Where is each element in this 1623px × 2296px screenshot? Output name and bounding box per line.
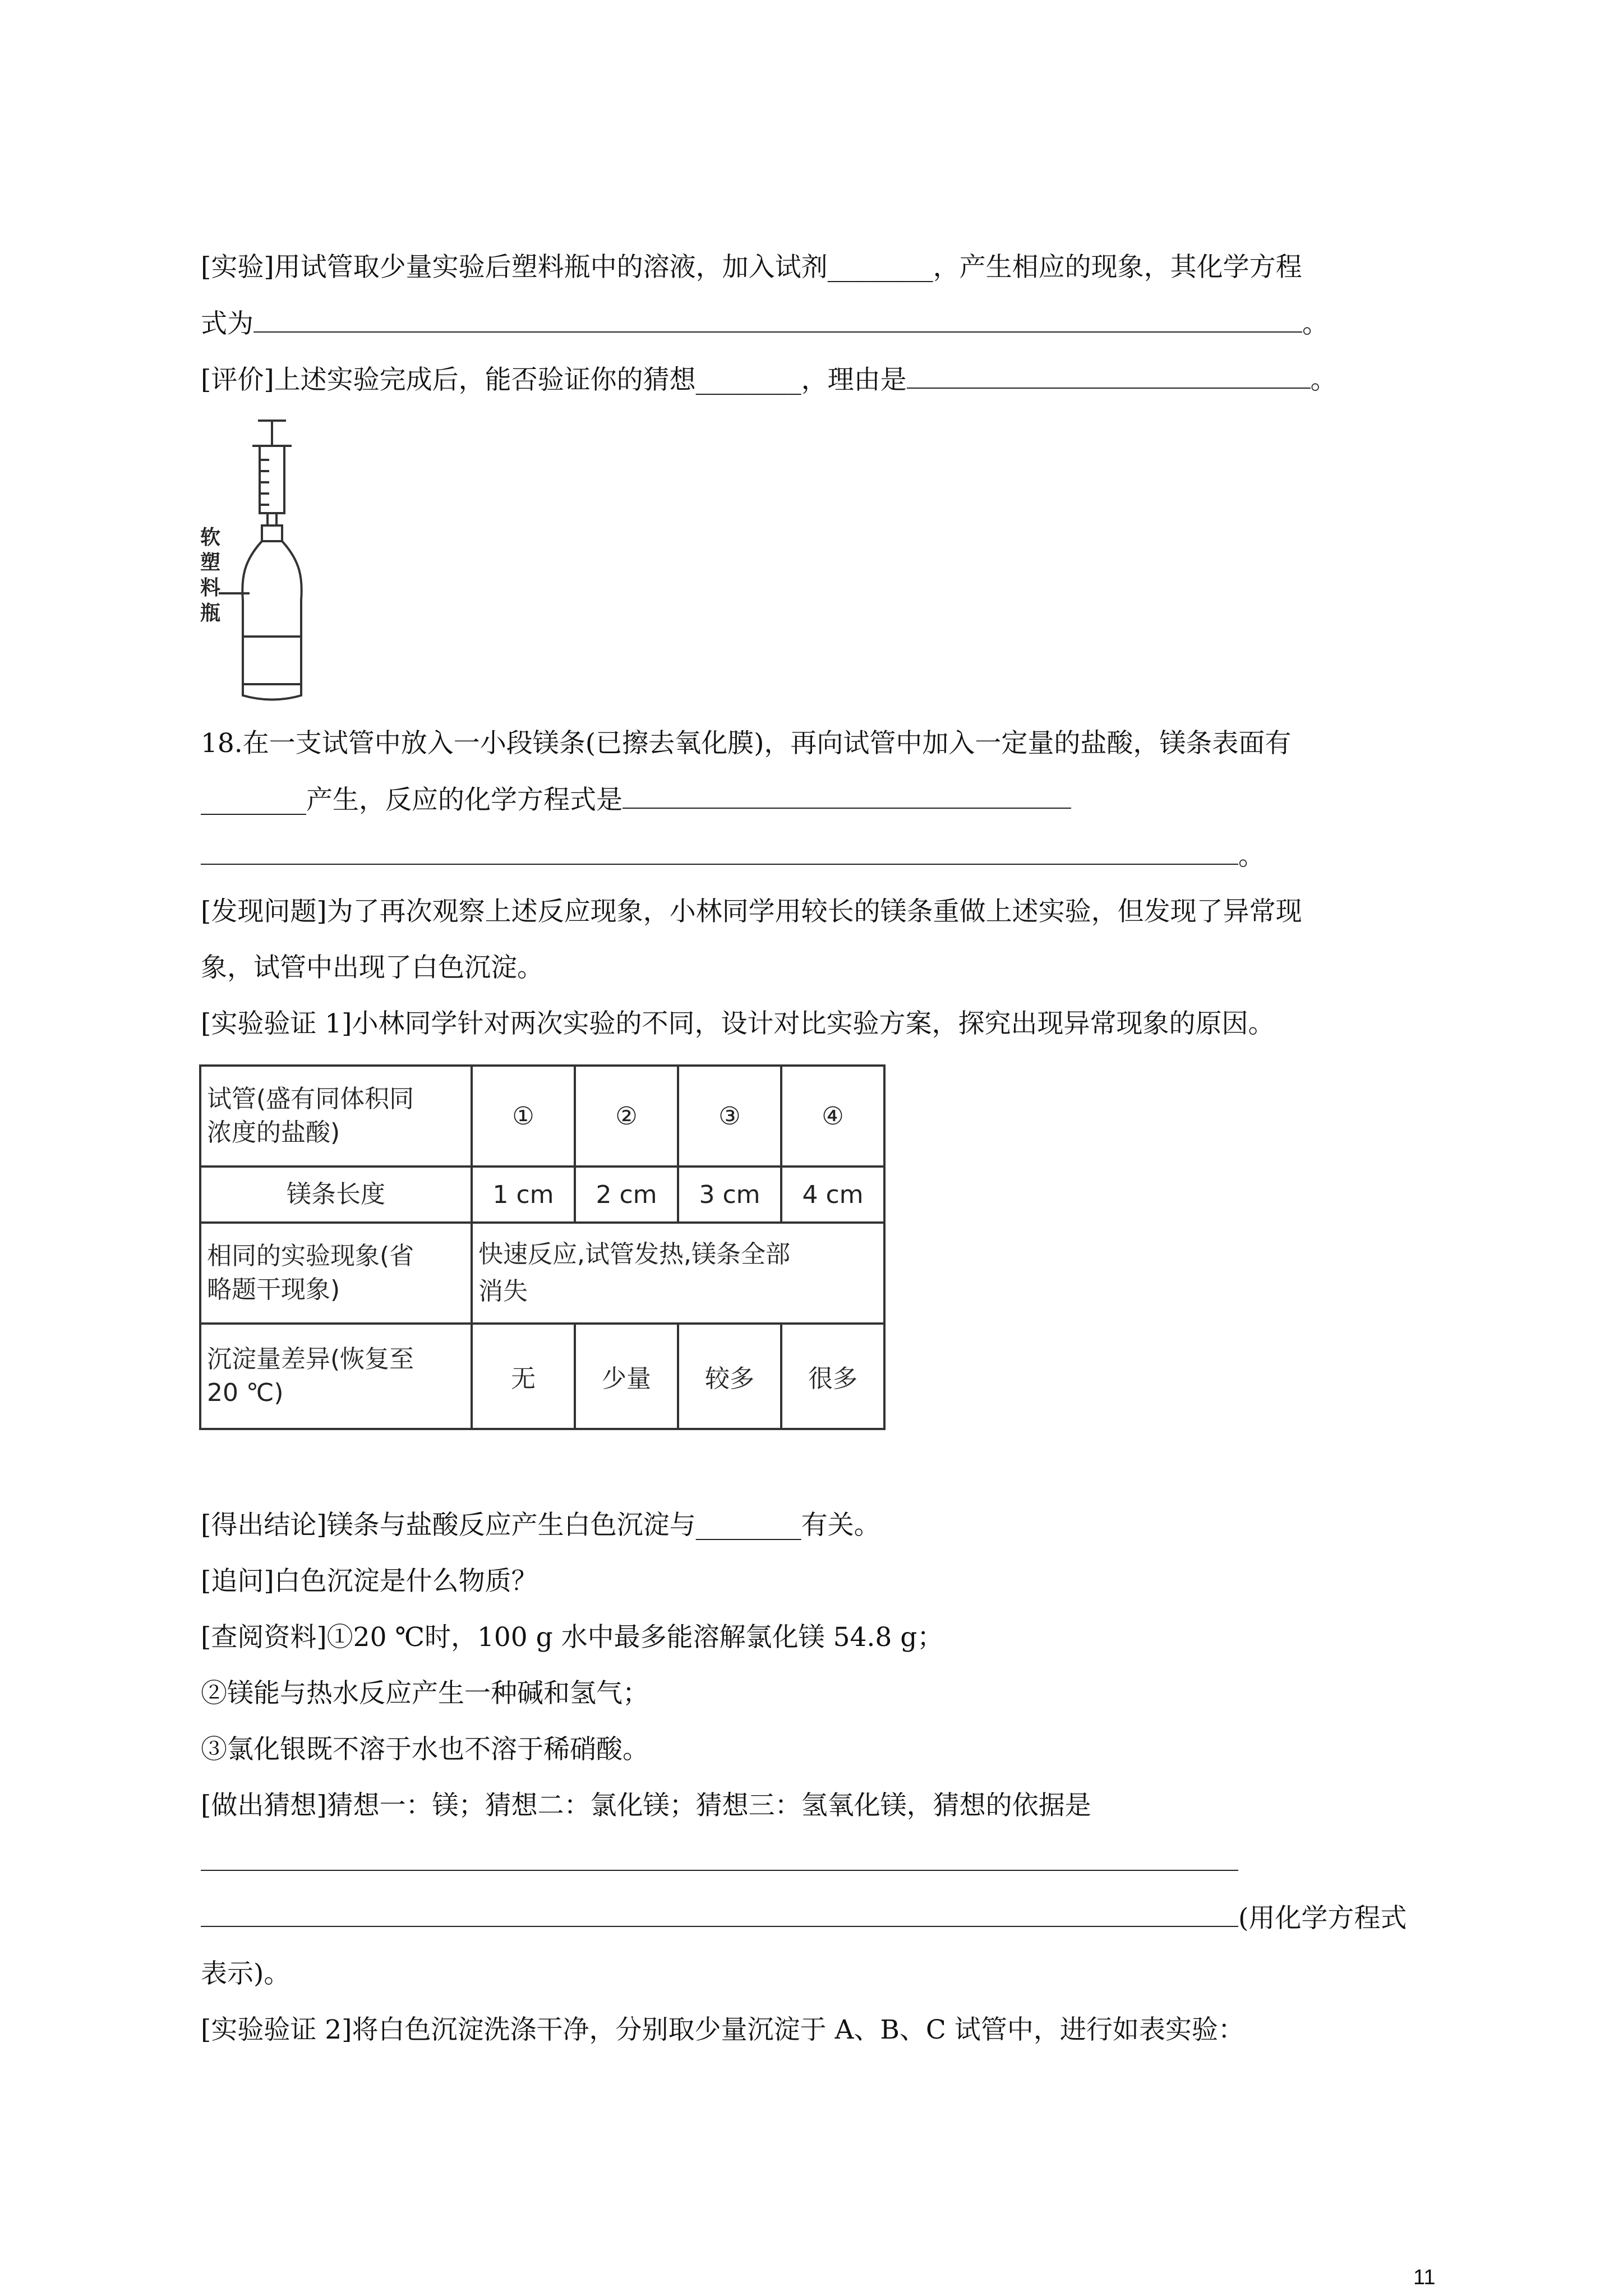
amount-cell: 很多 [781, 1324, 884, 1429]
figure-label-char: 瓶 [200, 602, 221, 625]
text-line: [实验验证 1]小林同学针对两次实验的不同，设计对比实验方案，探究出现异常现象的原因。 [201, 1008, 1275, 1039]
text-span: (用化学方程式 [1238, 1903, 1407, 1934]
answer-blank[interactable] [907, 363, 1311, 389]
text-line: [实验]用试管取少量实验后塑料瓶中的溶液，加入试剂________，产生相应的现象，其化学方程 [201, 252, 1302, 283]
answer-blank[interactable] [201, 1901, 1238, 1927]
answer-blank[interactable] [201, 839, 1238, 865]
cell-text: 20 ℃) [207, 1378, 284, 1407]
table-row [200, 1324, 884, 1429]
text-line: [发现问题]为了再次观察上述反应现象，小林同学用较长的镁条重做上述实验，但发现了异常现 [201, 896, 1302, 927]
text-line [201, 1845, 1238, 1879]
text-line: [得出结论]镁条与盐酸反应产生白色沉淀与________有关。 [201, 1510, 880, 1541]
answer-blank[interactable] [623, 783, 1071, 809]
observation-cell [472, 1223, 884, 1324]
text-line: [实验验证 2]将白色沉淀洗涤干净，分别取少量沉淀于 A、B、C 试管中，进行如表实验： [201, 2014, 1244, 2045]
text-line [201, 363, 1337, 397]
length-cell: 4 cm [781, 1167, 884, 1223]
text-line: [追问]白色沉淀是什么物质？ [201, 1566, 538, 1597]
text-line: [做出猜想]猜想一：镁；猜想二：氯化镁；猜想三：氢氧化镁，猜想的依据是 [201, 1790, 1091, 1821]
text-line [201, 783, 1071, 817]
text-line [201, 839, 1265, 873]
tube-cell: ③ [678, 1066, 781, 1167]
table-row [200, 1167, 884, 1223]
cell-text: 试管(盛有同体积同 [207, 1085, 414, 1113]
question-18-line: 18.在一支试管中放入一小段镁条(已擦去氧化膜)，再向试管中加入一定量的盐酸，镁条表面有 [201, 728, 1292, 759]
amount-cell: 无 [472, 1324, 575, 1429]
syringe-bottle-figure [199, 415, 339, 707]
table-header-cell: 镁条长度 [200, 1167, 472, 1223]
figure-label-char: 塑 [200, 551, 221, 574]
text-line: ②镁能与热水反应产生一种碱和氢气； [201, 1678, 649, 1709]
page-number: 11 [1413, 2266, 1436, 2289]
tube-cell: ④ [781, 1066, 884, 1167]
cell-text: 浓度的盐酸) [207, 1118, 340, 1147]
cell-text: 消失 [478, 1277, 528, 1306]
length-cell: 3 cm [678, 1167, 781, 1223]
table-header-cell [200, 1324, 472, 1429]
text-line: ③氯化银既不溶于水也不溶于稀硝酸。 [201, 1734, 649, 1765]
cell-text: 相同的实验现象(省 [207, 1242, 414, 1270]
table-row [200, 1223, 884, 1324]
table-row [200, 1066, 884, 1167]
experiment-table [199, 1064, 886, 1430]
answer-blank[interactable] [201, 1845, 1238, 1871]
amount-cell: 较多 [678, 1324, 781, 1429]
text-line [201, 1901, 1407, 1935]
text-span: 式为 [201, 308, 253, 339]
figure-label-char: 料 [200, 577, 221, 600]
text-line: [查阅资料]①20 ℃时，100 g 水中最多能溶解氯化镁 54.8 g； [201, 1622, 944, 1653]
length-cell: 2 cm [575, 1167, 678, 1223]
table-header-cell [200, 1066, 472, 1167]
tube-cell: ① [472, 1066, 575, 1167]
answer-blank[interactable] [253, 307, 1302, 333]
text-span: [评价]上述实验完成后，能否验证你的猜想________，理由是 [201, 365, 907, 395]
text-span: 。 [1238, 841, 1265, 872]
amount-cell: 少量 [575, 1324, 678, 1429]
cell-text: 快速反应,试管发热,镁条全部 [478, 1240, 790, 1269]
text-line: 象，试管中出现了白色沉淀。 [201, 952, 543, 983]
cell-text: 略题干现象) [207, 1275, 340, 1304]
figure-label-char: 软 [200, 526, 221, 549]
tube-cell: ② [575, 1066, 678, 1167]
text-line: 表示)。 [201, 1958, 291, 1989]
table-header-cell [200, 1223, 472, 1324]
text-span: 。 [1302, 308, 1329, 339]
length-cell: 1 cm [472, 1167, 575, 1223]
cell-text: 沉淀量差异(恢复至 [207, 1345, 414, 1373]
text-span: ________产生，反应的化学方程式是 [201, 785, 623, 815]
text-line [201, 307, 1329, 341]
text-span: 。 [1310, 365, 1337, 395]
